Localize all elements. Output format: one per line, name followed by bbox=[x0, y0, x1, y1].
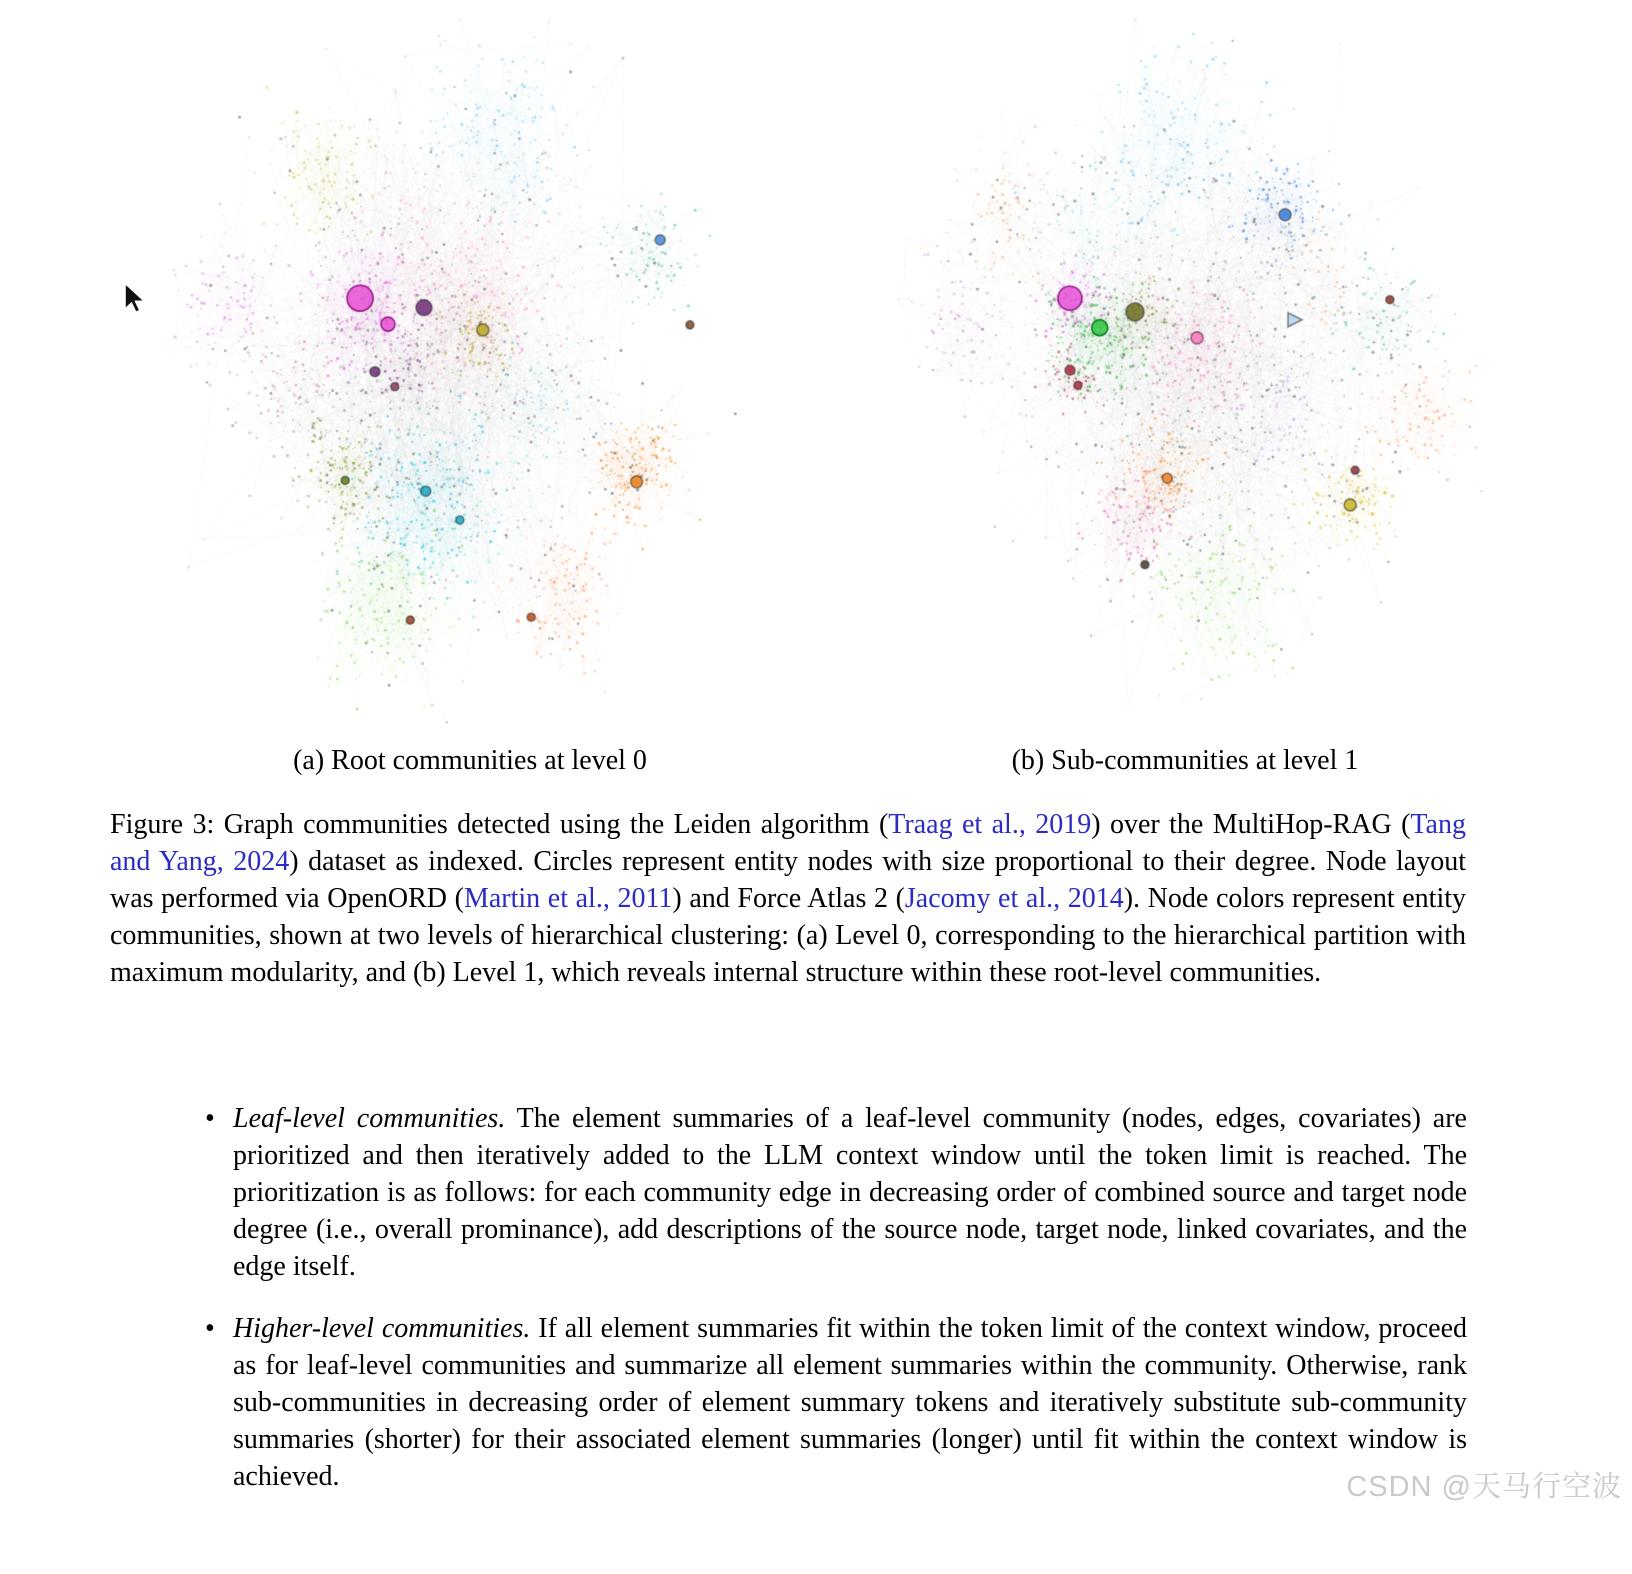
subcaption-a: (a) Root communities at level 0 bbox=[293, 745, 647, 776]
bullet-marker: • bbox=[205, 1103, 215, 1134]
citation-martin-2011[interactable]: Martin et al., 2011 bbox=[463, 883, 673, 914]
bullet-marker: • bbox=[205, 1313, 215, 1344]
caption-text: ). Node colors represent entity communities, shown at two levels of hierarchical clustering: (a) Level 0, corresponding to the hierarchical partition with maximum modularity, and (b) Level 1, which reveals internal structure within these root-level communities. bbox=[110, 883, 1466, 988]
subcaption-b: (b) Sub-communities at level 1 bbox=[1011, 745, 1359, 776]
figure-caption bbox=[110, 806, 1466, 991]
bullet-lead: Higher-level communities. bbox=[233, 1313, 531, 1344]
bullet-text bbox=[233, 1100, 1467, 1285]
watermark: CSDN @天马行空波 bbox=[1346, 1471, 1622, 1503]
bullet-list bbox=[205, 1100, 1467, 1520]
caption-text: ) over the MultiHop-RAG ( bbox=[1091, 809, 1411, 840]
bullet-text bbox=[233, 1310, 1467, 1495]
community-graph-level0 bbox=[122, 16, 742, 736]
list-item-higher-level bbox=[205, 1310, 1467, 1495]
list-item-leaf-level bbox=[205, 1100, 1467, 1285]
bullet-body: If all element summaries fit within the token limit of the context window, proceed as for leaf-level communities and summarize all element summaries within the community. Otherwise, rank sub-communities in decreasing order of element summary tokens and iteratively substitute sub-community summaries (shorter) for their associated element summaries (longer) until fit within the context window is achieved. bbox=[233, 1313, 1467, 1492]
bullet-body: The element summaries of a leaf-level community (nodes, edges, covariates) are prioritized and then iteratively added to the LLM context window until the token limit is reached. The prioritization is as follows: for each community edge in decreasing order of combined source and target node degree (i.e., overall prominance), add descriptions of the source node, target node, linked covariates, and the edge itself. bbox=[233, 1103, 1467, 1282]
community-graph-level1 bbox=[892, 16, 1512, 736]
caption-text: ) and Force Atlas 2 ( bbox=[672, 883, 905, 914]
bullet-lead: Leaf-level communities. bbox=[233, 1103, 506, 1134]
caption-text: Figure 3: Graph communities detected using the Leiden algorithm ( bbox=[110, 809, 889, 840]
citation-traag-2019[interactable]: Traag et al., 2019 bbox=[888, 809, 1092, 840]
citation-jacomy-2014[interactable]: Jacomy et al., 2014 bbox=[904, 883, 1124, 914]
caption-text: ) dataset as indexed. Circles represent entity nodes with size proportional to their degree. Node layout was performed via OpenORD ( bbox=[110, 846, 1467, 914]
citation-tang-yang-2024[interactable]: Tang and Yang, 2024 bbox=[110, 809, 1466, 877]
